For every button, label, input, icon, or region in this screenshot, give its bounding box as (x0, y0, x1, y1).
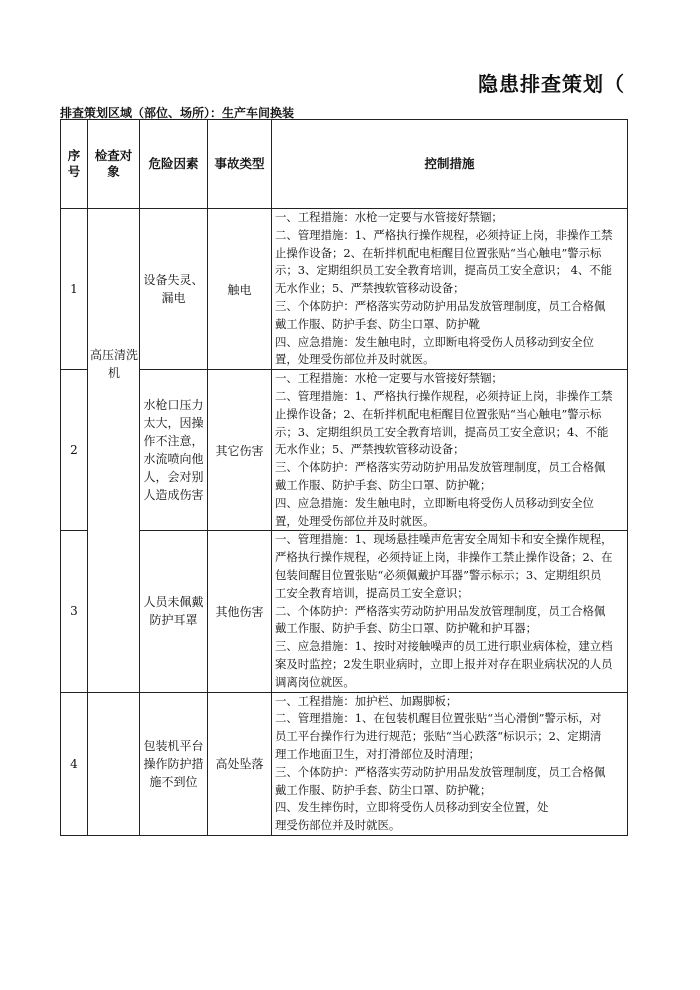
object-cell-empty (88, 531, 140, 692)
header-accident: 事故类型 (208, 120, 272, 209)
control-cell: 一、工程措施：加护栏、加踢脚板； 二、管理措施：1、在包装机醒目位置张贴“当心滑倒”警示标，对 员工平台操作行为进行规范；张贴“当心跌落“标识示；2、定期清 理工作地面卫生，对打滑部位及时清理； 三、个体防护：严格落实劳动防护用品发放管理制度，员工合格佩 戴工作服、防护手套、防尘口罩、防护靴； 四、发生摔伤时，立即将受伤人员移动到安全位置，处 理受伤部位并及时就医。 (272, 692, 628, 835)
header-control: 控制措施 (272, 120, 628, 209)
row-no: 2 (61, 370, 88, 531)
inspection-area-label: 排查策划区域（部位、场所）：生产车间换装 (60, 106, 295, 120)
accident-cell: 其它伤害 (208, 370, 272, 531)
table-row (61, 692, 628, 835)
page-title: 隐患排查策划（ (478, 72, 625, 96)
table-header-row (61, 120, 628, 209)
row-no: 1 (61, 209, 88, 370)
hazard-cell: 水枪口压力太大，因操作不注意，水流喷向他人，会对别人造成伤害 (140, 370, 208, 531)
control-cell: 一、工程措施：水枪一定要与水管接好禁锢； 二、管理措施：1、严格执行操作规程，必须持证上岗，非操作工禁 止操作设备；2、在斩拌机配电柜醒目位置张贴“当心触电”警示标 示；3、定期组织员工安全教育培训，提高员工安全意识； 4、不能 无水作业；5、严禁拽软管移动设备； 三、个体防护：严格落实劳动防护用品发放管理制度，员工合格佩 戴工作服、防护手套、防尘口罩、防护靴 四、应急措施：发生触电时，立即断电将受伤人员移动到安全位 置，处理受伤部位并及时就医。 (272, 209, 628, 370)
accident-cell: 其他伤害 (208, 531, 272, 692)
header-hazard: 危险因素 (140, 120, 208, 209)
table-row (61, 531, 628, 692)
hazard-cell: 人员未佩戴防护耳罩 (140, 531, 208, 692)
hazard-table (60, 119, 628, 836)
header-object: 检查对象 (88, 120, 140, 209)
object-group-label: 高压清洗机 (89, 348, 138, 380)
row-no: 3 (61, 531, 88, 692)
hazard-cell: 包装机平台操作防护措施不到位 (140, 692, 208, 835)
control-cell: 一、管理措施：1、现场悬挂噪声危害安全周知卡和安全操作规程， 严格执行操作规程，必须持证上岗，非操作工禁止操作设备；2、在 包装间醒目位置张贴“必须佩戴护耳器”警示标示；3、定期组织员 工安全教育培训，提高员工安全意识； 二、个体防护：严格落实劳动防护用品发放管理制度，员工合格佩 戴工作服、防护手套、防尘口罩、防护靴和护耳器； 三、应急措施：1、按时对接触噪声的员工进行职业病体检，建立档 案及时监控；2发生职业病时，立即上报并对存在职业病状况的人员 调离岗位就医。 (272, 531, 628, 692)
table-row (61, 370, 628, 531)
row-no: 4 (61, 692, 88, 835)
accident-cell: 高处坠落 (208, 692, 272, 835)
accident-cell: 触电 (208, 209, 272, 370)
table-row (61, 209, 628, 370)
control-cell: 一、工程措施：水枪一定要与水管接好禁锢； 二、管理措施：1、严格执行操作规程，必须持证上岗，非操作工禁 止操作设备；2、在斩拌机配电柜醒目位置张贴“当心触电”警示标 示；3、定期组织员工安全教育培训，提高员工安全意识；4、不能 无水作业；5、严禁拽软管移动设备； 三、个体防护：严格落实劳动防护用品发放管理制度，员工合格佩 戴工作服、防护手套、防尘口罩、防护靴； 四、应急措施：发生触电时，立即断电将受伤人员移动到安全位 置，处理受伤部位并及时就医。 (272, 370, 628, 531)
object-cell-empty (88, 692, 140, 835)
hazard-cell: 设备失灵、漏电 (140, 209, 208, 370)
header-no: 序号 (61, 120, 88, 209)
